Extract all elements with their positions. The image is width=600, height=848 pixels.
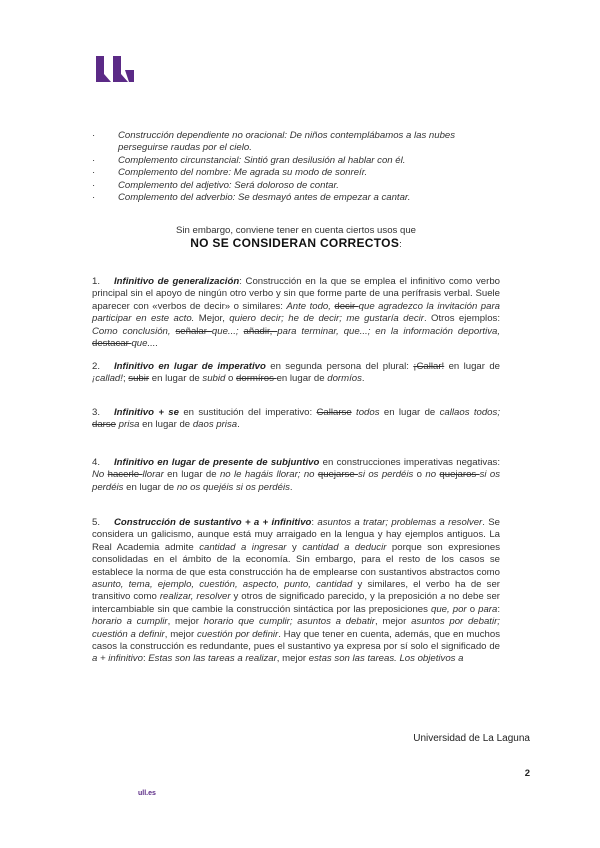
list-item: · Complemento del adjetivo: Será doloroso de contar. xyxy=(92,179,339,191)
intro xyxy=(92,225,500,250)
list-item: · Complemento del adverbio: Se desmayó antes de empezar a cantar. xyxy=(92,192,411,204)
ull-logo-icon xyxy=(96,56,134,82)
list-item: · Complemento circunstancial: Sintió gran desilusión al hablar con él. xyxy=(92,154,406,166)
footer-university: Universidad de La Laguna xyxy=(413,733,530,744)
page-number: 2 xyxy=(524,768,530,779)
intro-line: Sin embargo, conviene tener en cuenta ciertos usos que xyxy=(176,225,416,236)
rule-item-1: 1. Infinitivo de generalización: Construcción en la que se emplea el infinitivo como verbo principal sin el apoyo de ningún otro verbo y sin que forme parte de una perífrasis verbal. Suele aparecer con «verbos de decir» o similares: Ante todo, decir que agradezco la invitación para participar en este acto. Mejor, quiero decir; he de decir; me gustaría decir. Otros ejemplos: Como conclusión, señalar que...; añadir, para terminar, que...; en la información deportiva, destacar que.... xyxy=(92,276,501,350)
section-heading: NO SE CONSIDERAN CORRECTOS: xyxy=(190,236,402,250)
footer-tag[interactable]: ull.es xyxy=(138,790,156,797)
function-list xyxy=(92,130,500,204)
rule-item-4: 4. Infinitivo en lugar de presente de subjuntivo en construcciones imperativas negativas: No hacerle llorar en lugar de no le hagáis llorar; no quejarse si os perdéis o no quejaros si os perdéis en lugar de no os quejéis si os perdéis. xyxy=(92,457,501,493)
rule-item-5: 5. Construcción de sustantivo + a + infinitivo: asuntos a tratar; problemas a resolver. Se considera un galicismo, aunque está muy arraigado en la lengua y hay ejemplos antiguos. La Real Academia admite cantidad a ingresar y cantidad a deducir porque son expresiones consolidadas en el ámbito de la economía. Sin embargo, para el resto de los casos se establece la norma de que esta construcción ha de emplearse con sustantivos abstractos como asunto, tema, ejemplo, cuestión, aspecto, punto, cantidad y similares, el verbo ha de ser transitivo como realizar, resolver y otros de significado parecido, y la preposición a no debe ser intercambiable sin que cambie la construcción sintáctica por las preposiciones que, por o para: horario a cumplir, mejor horario que cumplir; asuntos a debatir, mejor asuntos por debatir; cuestión a definir, mejor cuestión por definir. Hay que tener en cuenta, además, que en muchos casos la construcción es redundante, pues el sustantivo ya expresa por sí solo el significado de a + infinitivo: Estas son las tareas a realizar, mejor estas son las tareas. Los objetivos a xyxy=(92,517,501,665)
rule-item-3: 3. Infinitivo + se en sustitución del imperativo: Callarse todos en lugar de callaos todos; darse prisa en lugar de daos prisa. xyxy=(92,407,500,431)
list-item: · Construcción dependiente no oracional: De niños contemplábamos a las nubes perseguirse raudas por el cielo. xyxy=(92,130,456,154)
list-item: · Complemento del nombre: Me agrada su modo de sonreír. xyxy=(92,167,368,179)
rule-item-2: 2. Infinitivo en lugar de imperativo en segunda persona del plural: ¡Callar! en lugar de ¡callad!; subir en lugar de subid o dormíros en lugar de dormíos. xyxy=(92,361,501,385)
